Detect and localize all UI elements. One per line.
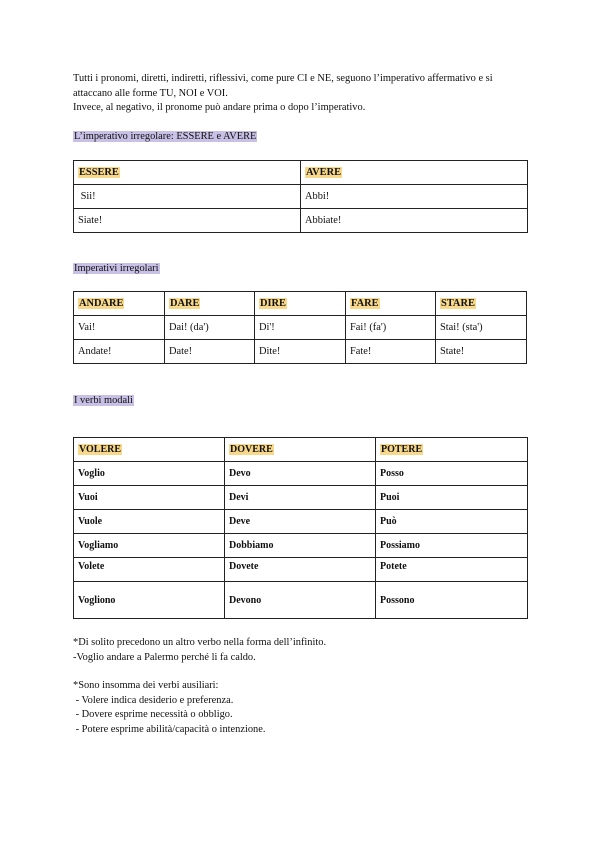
- list-item: - Potere esprime abilità/capacità o intenzione.: [73, 723, 266, 735]
- header-stare: STARE: [441, 298, 475, 309]
- table-cell: Vuole: [74, 510, 225, 534]
- table-cell: Dai! (da'): [165, 316, 255, 340]
- header-cell: [74, 292, 165, 316]
- section-title-text: Imperativi irregolari: [74, 263, 159, 274]
- table-cell: Volete: [74, 558, 225, 582]
- header-potere: POTERE: [381, 444, 423, 455]
- table-cell: Devi: [225, 486, 376, 510]
- table-cell: Deve: [225, 510, 376, 534]
- table-row: [74, 462, 528, 486]
- header-cell: [165, 292, 255, 316]
- table-cell: Fai! (fa'): [346, 316, 436, 340]
- header-dare: DARE: [170, 298, 200, 309]
- note-infinitive: *Di solito precedono un altro verbo nella forma dell’infinito.: [73, 637, 327, 648]
- table-cell: Di'!: [255, 316, 346, 340]
- table-cell: Vogliamo: [74, 534, 225, 558]
- table-cell: Possiamo: [376, 534, 528, 558]
- table-cell: Posso: [376, 462, 528, 486]
- header-dovere: DOVERE: [230, 444, 273, 455]
- imperativi-irregolari-table: [73, 291, 527, 364]
- header-cell: [301, 161, 528, 185]
- section-title-text: L’imperativo irregolare: ESSERE e AVERE: [74, 131, 257, 142]
- table-row: [74, 316, 527, 340]
- table-row: [74, 209, 528, 233]
- table-cell: [74, 185, 301, 209]
- table-cell: State!: [436, 340, 527, 364]
- table-row: [74, 185, 528, 209]
- table-cell: Stai! (sta'): [436, 316, 527, 340]
- header-cell: [346, 292, 436, 316]
- table-row: [74, 486, 528, 510]
- table-cell: Siate!: [74, 209, 301, 233]
- header-avere: AVERE: [306, 167, 342, 178]
- table-cell: Date!: [165, 340, 255, 364]
- table-header-row: [74, 292, 527, 316]
- header-cell: [255, 292, 346, 316]
- header-cell: [436, 292, 527, 316]
- header-andare: ANDARE: [79, 298, 124, 309]
- note-auxiliary: *Sono insomma dei verbi ausiliari:: [73, 680, 219, 691]
- table-cell: Puoi: [376, 486, 528, 510]
- section-title-essere-avere: [73, 131, 257, 142]
- table-row: [74, 558, 528, 582]
- cell-text: Sii!: [80, 191, 96, 202]
- essere-avere-table: [73, 160, 528, 233]
- table-cell: Devo: [225, 462, 376, 486]
- table-cell: Dovete: [225, 558, 376, 582]
- table-row: [74, 534, 528, 558]
- intro-line-1: Tutti i pronomi, diretti, indiretti, riflessivi, come pure CI e NE, seguono l’imperativo affermativo e si attaccano alle forme TU, NOI e VOI.: [73, 73, 493, 99]
- intro-line-2: Invece, al negativo, il pronome può andare prima o dopo l’imperativo.: [73, 102, 366, 113]
- table-cell: Può: [376, 510, 528, 534]
- header-cell: [74, 438, 225, 462]
- table-header-row: [74, 438, 528, 462]
- header-cell: [376, 438, 528, 462]
- table-cell: Vai!: [74, 316, 165, 340]
- table-cell: Possono: [376, 582, 528, 619]
- note-example: -Voglio andare a Palermo perché li fa caldo.: [73, 651, 256, 663]
- header-fare: FARE: [351, 298, 379, 309]
- table-cell: Andate!: [74, 340, 165, 364]
- table-row: [74, 582, 528, 619]
- table-cell: Devono: [225, 582, 376, 619]
- table-cell: Fate!: [346, 340, 436, 364]
- table-cell: Vuoi: [74, 486, 225, 510]
- table-cell: Abbiate!: [301, 209, 528, 233]
- table-row: [74, 340, 527, 364]
- intro-paragraph: [73, 72, 533, 116]
- table-cell: Dite!: [255, 340, 346, 364]
- table-header-row: [74, 161, 528, 185]
- header-dire: DIRE: [260, 298, 286, 309]
- header-cell: [225, 438, 376, 462]
- table-cell: Voglio: [74, 462, 225, 486]
- list-item: - Volere indica desiderio e preferenza.: [73, 694, 234, 706]
- header-essere: ESSERE: [79, 167, 119, 178]
- table-cell: Abbi!: [301, 185, 528, 209]
- verbi-modali-table: [73, 437, 528, 619]
- table-cell: Potete: [376, 558, 528, 582]
- header-volere: VOLERE: [79, 444, 122, 455]
- section-title-modali: [73, 395, 134, 406]
- notes-block: [73, 636, 513, 737]
- header-cell: [74, 161, 301, 185]
- section-title-imperativi: [73, 263, 160, 274]
- table-row: [74, 510, 528, 534]
- table-cell: Vogliono: [74, 582, 225, 619]
- table-cell: Dobbiamo: [225, 534, 376, 558]
- section-title-text: I verbi modali: [74, 395, 133, 406]
- list-item: - Dovere esprime necessità o obbligo.: [73, 709, 233, 720]
